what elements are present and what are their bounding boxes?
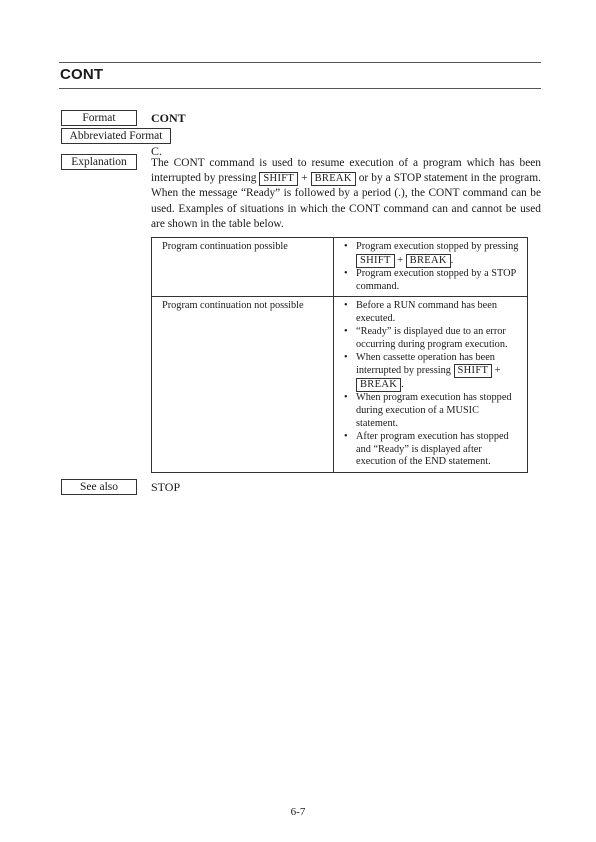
shift-key: SHIFT	[356, 254, 395, 268]
break-key: BREAK	[311, 172, 356, 186]
explanation-text: The CONT command is used to resume execution of a program which has been interrupted by pressing SHIFT + BREAK or by a STOP statement in the program. When the message “Ready” is followed by a period (.), the CONT command can be used. Examples of situations in which the CONT command can and cannot be used are shown in the table below.	[151, 157, 541, 230]
shift-key: SHIFT	[454, 364, 493, 378]
row-items-not-possible	[334, 297, 528, 473]
table-row	[152, 238, 528, 297]
page-title: CONT	[60, 66, 104, 83]
table-row	[152, 297, 528, 473]
list-item: • Program execution stopped by a STOP command.	[354, 268, 521, 294]
row-label-not-possible: Program continuation not possible	[152, 297, 334, 473]
list-item: • When program execution has stopped during execution of a MUSIC statement.	[354, 392, 521, 430]
abbreviated-format-label: Abbreviated Format	[61, 128, 171, 144]
list-item: • Program execution stopped by pressing SHIFT + BREAK .	[354, 241, 521, 268]
list-item: • When cassette operation has been interrupted by pressing SHIFT + BREAK .	[354, 352, 521, 393]
see-also-label: See also	[61, 479, 137, 495]
abbreviated-format-value: C.	[151, 144, 163, 158]
page-number: 6-7	[290, 806, 306, 818]
explanation-label: Explanation	[61, 154, 137, 170]
list-item: • After program execution has stopped and “Ready” is displayed after execution of the END statement.	[354, 431, 521, 469]
format-value: CONT	[151, 111, 186, 125]
list-item: • “Ready” is displayed due to an error occurring during program execution.	[354, 326, 521, 352]
shift-key: SHIFT	[259, 172, 298, 186]
see-also-value: STOP	[151, 480, 181, 494]
top-rule	[59, 62, 541, 63]
heading-rule	[59, 88, 541, 89]
list-item: • Before a RUN command has been executed.	[354, 300, 521, 326]
break-key: BREAK	[406, 254, 451, 268]
row-items-possible	[334, 238, 528, 297]
row-label-possible: Program continuation possible	[152, 238, 334, 297]
format-label: Format	[61, 110, 137, 126]
break-key: BREAK	[356, 378, 401, 392]
cont-conditions-table	[151, 237, 528, 473]
